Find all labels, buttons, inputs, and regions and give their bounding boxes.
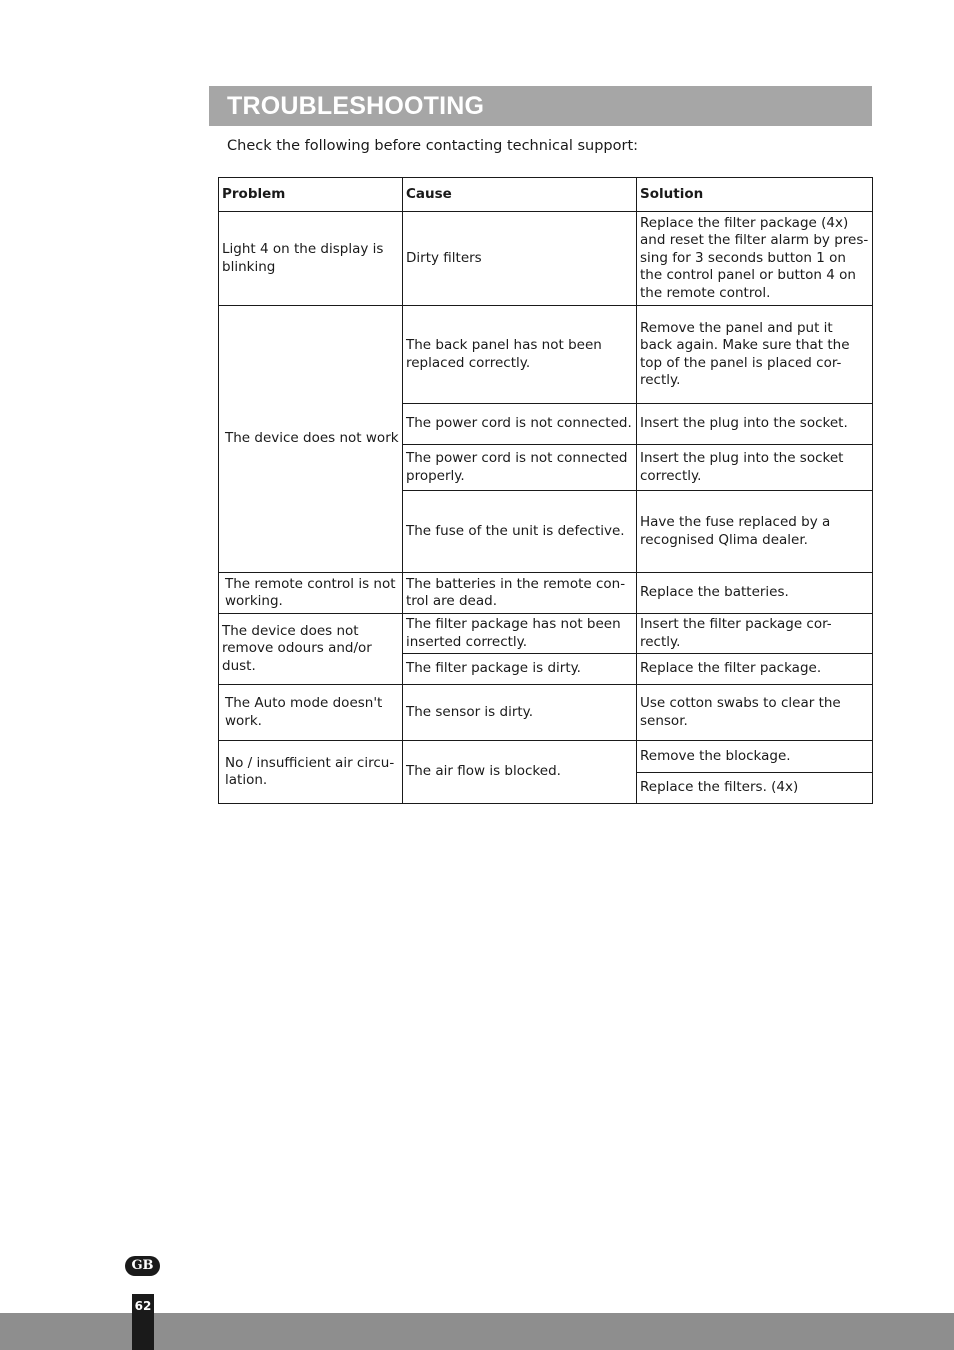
solution-cell: Replace the filter package.: [637, 654, 873, 685]
cause-cell: The power cord is not connected properly.: [403, 445, 637, 491]
page-number: 62: [132, 1294, 154, 1350]
cause-cell: The batteries in the remote con-trol are dead.: [403, 573, 637, 614]
cause-cell: Dirty filters: [403, 212, 637, 306]
solution-cell: Remove the panel and put it back again. Make sure that the top of the panel is placed cor-rectly.: [637, 306, 873, 404]
table-row: [219, 741, 873, 773]
table-row: [219, 306, 873, 404]
header-cause: Cause: [403, 178, 637, 212]
problem-cell: No / insufficient air circu-lation.: [219, 741, 403, 804]
header-problem: Problem: [219, 178, 403, 212]
problem-cell: The Auto mode doesn't work.: [219, 685, 403, 741]
cause-cell: The fuse of the unit is defective.: [403, 491, 637, 573]
cause-cell: The filter package has not been inserted correctly.: [403, 614, 637, 654]
solution-cell: Replace the filters. (4x): [637, 773, 873, 804]
solution-cell: Have the fuse replaced by a recognised Qlima dealer.: [637, 491, 873, 573]
solution-cell: Use cotton swabs to clear the sensor.: [637, 685, 873, 741]
table-row: [219, 614, 873, 654]
solution-cell: Remove the blockage.: [637, 741, 873, 773]
solution-cell: Insert the filter package cor-rectly.: [637, 614, 873, 654]
solution-cell: Replace the filter package (4x) and reset the filter alarm by pres-sing for 3 seconds button 1 on the control panel or button 4 on the remote control.: [637, 212, 873, 306]
language-badge: GB: [125, 1256, 160, 1276]
header-solution: Solution: [637, 178, 873, 212]
troubleshooting-table: [218, 177, 873, 804]
section-title-bar: [209, 86, 872, 126]
cause-cell: The power cord is not connected.: [403, 404, 637, 445]
table-row: [219, 685, 873, 741]
section-title: TROUBLESHOOTING: [227, 92, 485, 120]
cause-cell: The back panel has not been replaced correctly.: [403, 306, 637, 404]
problem-cell: The device does not work: [219, 306, 403, 573]
cause-cell: The air flow is blocked.: [403, 741, 637, 804]
problem-cell: Light 4 on the display is blinking: [219, 212, 403, 306]
table-row: [219, 573, 873, 614]
solution-cell: Insert the plug into the socket.: [637, 404, 873, 445]
intro-text: Check the following before contacting technical support:: [227, 138, 639, 154]
problem-cell: The device does not remove odours and/or dust.: [219, 614, 403, 685]
cause-cell: The sensor is dirty.: [403, 685, 637, 741]
solution-cell: Replace the batteries.: [637, 573, 873, 614]
solution-cell: Insert the plug into the socket correctly.: [637, 445, 873, 491]
table-row: [219, 212, 873, 306]
table-header-row: [219, 178, 873, 212]
problem-cell: The remote control is not working.: [219, 573, 403, 614]
cause-cell: The filter package is dirty.: [403, 654, 637, 685]
